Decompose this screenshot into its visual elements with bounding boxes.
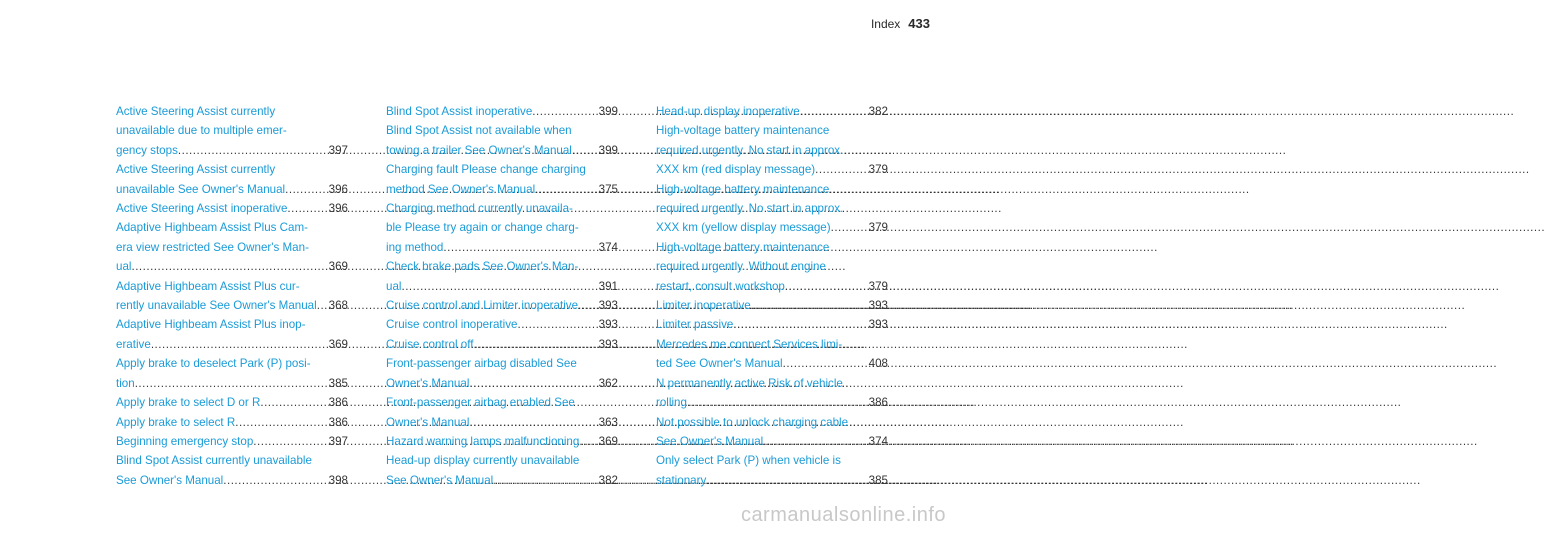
index-page-number[interactable]: 398: [328, 473, 348, 487]
dot-leader: [493, 471, 594, 490]
dot-leader: [733, 315, 864, 334]
watermark: carmanualsonline.info: [740, 504, 946, 526]
index-page-number[interactable]: 393: [598, 318, 618, 332]
index-entry-text[interactable]: Head-up display inoperative: [656, 105, 800, 118]
dot-leader: [783, 354, 865, 373]
page-header: [871, 16, 930, 31]
index-entry-text[interactable]: Front-passenger airbag enabled See: [386, 396, 575, 410]
index-page-number[interactable]: 393: [598, 299, 618, 313]
index-entry[interactable]: [656, 296, 888, 315]
index-entry-text[interactable]: required urgently. No start in approx.: [656, 143, 844, 157]
index-entry[interactable]: [656, 335, 888, 374]
index-entry-text[interactable]: Apply brake to deselect Park (P) posi-: [116, 357, 311, 371]
dot-leader: [815, 160, 865, 179]
index-entry[interactable]: [386, 160, 618, 199]
index-page-number[interactable]: 374: [868, 434, 888, 448]
dot-leader: [260, 393, 324, 412]
index-entry[interactable]: [116, 199, 348, 218]
index-column-1: [116, 102, 348, 490]
index-entry-text[interactable]: rolling: [656, 396, 687, 410]
dot-leader: [287, 199, 324, 218]
index-entry-text[interactable]: Blind Spot Assist currently unavailable: [116, 454, 312, 468]
dot-leader: [469, 374, 594, 393]
dot-leader: [235, 413, 324, 432]
index-entry[interactable]: [116, 393, 348, 412]
index-page-number[interactable]: 399: [598, 143, 618, 157]
index-page-number[interactable]: 391: [598, 279, 618, 293]
dot-leader: [317, 296, 325, 315]
index-entry-text[interactable]: Limiter inoperative: [656, 299, 751, 313]
index-entry-text[interactable]: XXX km (yellow display message): [656, 221, 831, 235]
index-entry[interactable]: [386, 354, 618, 393]
index-entry[interactable]: [656, 374, 888, 413]
index-entry[interactable]: [656, 238, 888, 296]
index-entry-text[interactable]: Owner's Manual: [386, 415, 470, 429]
index-page-number[interactable]: 393: [868, 318, 888, 332]
index-entry[interactable]: [656, 180, 888, 238]
index-entry-text[interactable]: ted See Owner's Manual: [656, 357, 783, 371]
index-entry[interactable]: [386, 296, 618, 315]
index-page-number[interactable]: 379: [868, 163, 888, 177]
index-page-number[interactable]: 369: [328, 260, 348, 274]
dot-leader: [763, 432, 864, 451]
index-page-number[interactable]: 386: [328, 396, 348, 410]
index-entry-text[interactable]: Front-passenger airbag disabled See: [386, 357, 577, 371]
index-entry-text[interactable]: era view restricted See Owner's Man-: [116, 240, 309, 254]
index-entry[interactable]: [116, 315, 348, 354]
index-entry[interactable]: [116, 160, 348, 199]
index-entry[interactable]: [656, 315, 888, 334]
index-entry[interactable]: [386, 102, 618, 121]
index-page-number[interactable]: 362: [598, 376, 618, 390]
index-entry[interactable]: [386, 257, 618, 296]
dot-leader: [579, 432, 594, 451]
index-entry-text[interactable]: Only select Park (P) when vehicle is: [656, 454, 841, 468]
index-entry-text[interactable]: Charging fault Please change charging: [386, 163, 586, 177]
index-entry[interactable]: [386, 121, 618, 160]
index-entry[interactable]: [116, 102, 348, 160]
index-page-number[interactable]: 369: [598, 434, 618, 448]
index-column-3: [656, 102, 888, 490]
index-entry-text[interactable]: ual: [116, 260, 132, 274]
dot-leader: [135, 374, 325, 393]
index-entry-text[interactable]: tion: [116, 376, 135, 390]
index-entry-text[interactable]: See Owner's Manual: [656, 434, 764, 448]
index-entry-text[interactable]: Apply brake to select D or R: [116, 396, 261, 410]
index-page-number[interactable]: 386: [328, 415, 348, 429]
index-entry-text[interactable]: Cruise control inoperative: [386, 318, 518, 332]
index-entry-text[interactable]: Cruise control and Limiter inoperative: [386, 299, 579, 313]
index-page-number[interactable]: 382: [868, 105, 888, 118]
dot-leader: [178, 141, 325, 160]
index-entry-text[interactable]: Adaptive Highbeam Assist Plus cur-: [116, 279, 300, 293]
index-entry[interactable]: [656, 102, 888, 121]
dot-leader: [223, 471, 324, 490]
index-entry-text[interactable]: High-voltage battery maintenance: [656, 240, 830, 254]
index-entry-text[interactable]: Charging method currently unavaila-: [386, 202, 573, 216]
dot-leader: [800, 102, 865, 121]
index-entry-text[interactable]: N permanently active Risk of vehicle: [656, 376, 843, 390]
index-entry[interactable]: [386, 335, 618, 354]
index-entry-text[interactable]: See Owner's Manual: [386, 473, 494, 487]
index-entry-text[interactable]: required urgently. Without engine: [656, 260, 826, 274]
index-entry-text[interactable]: restart, consult workshop: [656, 279, 785, 293]
dot-leader: [469, 413, 594, 432]
dot-leader: [517, 315, 594, 334]
index-entry[interactable]: [656, 413, 888, 452]
index-page-number[interactable]: 379: [868, 221, 888, 235]
index-entry-text[interactable]: Apply brake to select R: [116, 415, 236, 429]
index-entry[interactable]: [116, 413, 348, 432]
index-entry[interactable]: [116, 277, 348, 316]
index-entry-text[interactable]: towing a trailer See Owner's Manual: [386, 143, 572, 157]
index-entry-text[interactable]: unavailable due to multiple emer-: [116, 124, 287, 138]
index-entry-text[interactable]: High-voltage battery maintenance: [656, 182, 830, 196]
index-page-number[interactable]: 369: [328, 337, 348, 351]
index-entry[interactable]: [116, 451, 348, 490]
index-entry-text[interactable]: Blind Spot Assist not available when: [386, 124, 572, 138]
dot-leader: [253, 432, 324, 451]
index-entry-text[interactable]: Owner's Manual: [386, 376, 470, 390]
dot-leader: [572, 141, 595, 160]
index-page-number[interactable]: 397: [328, 143, 348, 157]
index-page-number[interactable]: 382: [598, 473, 618, 487]
index-entry-text[interactable]: Adaptive Highbeam Assist Plus Cam-: [116, 221, 309, 235]
index-entry[interactable]: [386, 315, 618, 334]
index-entry-text[interactable]: ual: [386, 279, 402, 293]
index-page-number[interactable]: 396: [328, 202, 348, 216]
index-page-number[interactable]: 368: [328, 299, 348, 313]
index-entry-text[interactable]: Active Steering Assist currently: [116, 163, 276, 177]
index-entry-text[interactable]: Active Steering Assist currently: [116, 105, 276, 118]
index-page-number[interactable]: 399: [598, 105, 618, 118]
index-page-number[interactable]: 397: [328, 434, 348, 448]
index-page-number[interactable]: 379: [868, 279, 888, 293]
dot-leader: [535, 180, 595, 199]
index-entry-text[interactable]: Hazard warning lamps malfunctioning: [386, 434, 580, 448]
index-page-number[interactable]: 363: [598, 415, 618, 429]
index-entry-text[interactable]: Not possible to unlock charging cable: [656, 415, 849, 429]
dot-leader: [151, 335, 325, 354]
index-entry-text[interactable]: Limiter passive: [656, 318, 734, 332]
dot-leader: [401, 277, 594, 296]
index-entry-text[interactable]: Head-up display currently unavailable: [386, 454, 580, 468]
index-page-number[interactable]: 385: [868, 473, 888, 487]
page-number: 433: [908, 16, 930, 31]
index-entry-text[interactable]: Cruise control off: [386, 337, 474, 351]
index-entry-text[interactable]: Mercedes me connect Services limi-: [656, 337, 843, 351]
index-entry[interactable]: [656, 121, 888, 179]
section-title: Index: [870, 17, 901, 31]
dot-leader: [706, 471, 864, 490]
index-entry-text[interactable]: ble Please try again or change charg-: [386, 221, 579, 235]
index-page-number[interactable]: 396: [328, 182, 348, 196]
index-page-number[interactable]: 393: [598, 337, 618, 351]
index-entry-text[interactable]: required urgently. No start in approx.: [656, 202, 844, 216]
index-entry-text[interactable]: rently unavailable See Owner's Manual: [116, 299, 317, 313]
index-page-number[interactable]: 408: [868, 357, 888, 371]
index-entry[interactable]: [386, 432, 618, 451]
index-entry[interactable]: [386, 451, 618, 490]
dot-leader: [785, 277, 865, 296]
index-page-number[interactable]: 386: [868, 396, 888, 410]
dot-leader: [473, 335, 594, 354]
index-page-number[interactable]: 374: [598, 240, 618, 254]
index-page-number[interactable]: 375: [598, 182, 618, 196]
index-entry[interactable]: [116, 354, 348, 393]
index-entry-text[interactable]: erative: [116, 337, 151, 351]
index-entry[interactable]: [656, 451, 888, 490]
index-entry-text[interactable]: ing method: [386, 240, 444, 254]
dot-leader: [285, 180, 325, 199]
index-page-number[interactable]: 385: [328, 376, 348, 390]
index-page-number[interactable]: 393: [868, 299, 888, 313]
index-entry-text[interactable]: See Owner's Manual: [116, 473, 224, 487]
index-entry-text[interactable]: Adaptive Highbeam Assist Plus inop-: [116, 318, 306, 332]
index-entry-text[interactable]: High-voltage battery maintenance: [656, 124, 830, 138]
index-entry-text[interactable]: gency stops: [116, 143, 178, 157]
index-entry[interactable]: [386, 393, 618, 432]
dot-leader: [687, 393, 865, 412]
dot-leader: [443, 238, 594, 257]
index-entry-text[interactable]: Beginning emergency stop: [116, 434, 254, 448]
index-entry[interactable]: [386, 199, 618, 257]
index-entry[interactable]: [116, 432, 348, 451]
dot-leader: [831, 218, 865, 237]
dot-leader: [578, 296, 595, 315]
index-entry-text[interactable]: Active Steering Assist inoperative: [116, 202, 288, 216]
index-entry[interactable]: [116, 218, 348, 276]
index-entry-text[interactable]: Check brake pads See Owner's Man-: [386, 260, 579, 274]
index-entry-text[interactable]: XXX km (red display message): [656, 163, 816, 177]
index-entry-text[interactable]: unavailable See Owner's Manual: [116, 182, 286, 196]
dot-leader: [532, 102, 594, 121]
index-entry-text[interactable]: stationary: [656, 473, 707, 487]
dot-leader: [131, 257, 324, 276]
index-column-2: [386, 102, 618, 490]
index-entry-text[interactable]: method See Owner's Manual: [386, 182, 536, 196]
dot-leader: [751, 296, 865, 315]
index-entry-text[interactable]: Blind Spot Assist inoperative: [386, 105, 533, 118]
